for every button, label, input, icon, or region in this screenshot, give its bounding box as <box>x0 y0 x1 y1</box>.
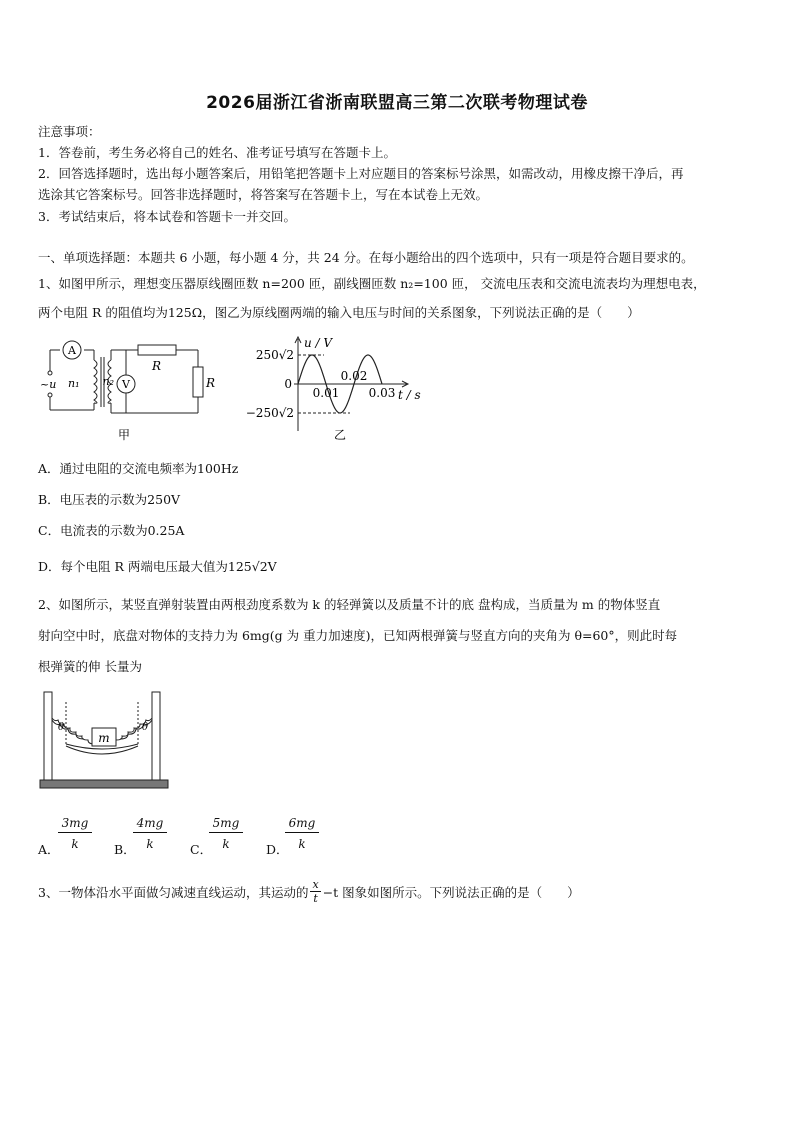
waveform-ymin-label: −250√2 <box>245 406 294 420</box>
notice-item-3: 3．考试结束后，将本试卷和答题卡一并交回。 <box>38 209 296 224</box>
source-label: ~u <box>40 378 57 391</box>
page-title: 2026届浙江省浙南联盟高三第二次联考物理试卷 <box>206 93 588 113</box>
figure-waveform <box>232 333 432 445</box>
q2-option-c-fraction[interactable] <box>209 816 243 851</box>
q2-option-b[interactable]: B． <box>114 842 136 857</box>
q2-option-d-den: k <box>298 837 306 851</box>
notice-item-2-cont: 选涂其它答案标号。回答非选择题时，将答案写在答题卡上，写在本试卷上无效。 <box>38 187 489 202</box>
q1-option-d-value: 125√2V <box>227 559 277 574</box>
notice-item-1: 1．答卷前，考生务必将自己的姓名、准考证号填写在答题卡上。 <box>38 145 396 160</box>
q2-text-line2: 射向空中时，底盘对物体的支持力为 6mg(g 为 重力加速度)，已知两根弹簧与竖直方向的夹角为 θ=60°，则此时每 <box>38 628 678 643</box>
figure-jia-caption: 甲 <box>117 428 131 442</box>
figure-spring-launcher <box>38 688 172 792</box>
q1-text-line2: 两个电阻 R 的阻值均为125Ω，图乙为原线圈两端的输入电压与时间的关系图象，下列说法正确的是（ ） <box>38 305 640 320</box>
q2-option-d-fraction[interactable] <box>285 816 319 851</box>
q3-fraction <box>310 878 320 905</box>
q1-option-b[interactable]: B．电压表的示数为250V <box>38 492 181 507</box>
q2-text-line1: 2、如图所示，某竖直弹射装置由两根劲度系数为 k 的轻弹簧以及质量不计的底 盘构成，当质量为 m 的物体竖直 <box>38 597 661 612</box>
section-heading: 一、单项选择题：本题共 6 小题，每小题 4 分，共 24 分。在每小题给出的四个选项中，只有一项是符合题目要求的。 <box>38 250 694 265</box>
q2-option-c[interactable]: C． <box>190 842 213 857</box>
q3-text-prefix: 3、一物体沿水平面做匀减速直线运动，其运动的 <box>38 885 309 900</box>
q2-text-line3: 根弹簧的伸 长量为 <box>38 659 142 674</box>
waveform-ymax-label: 250√2 <box>255 348 294 362</box>
q3-text-suffix: −t 图象如图所示。下列说法正确的是（ ） <box>322 885 580 900</box>
resistor-right-label: R <box>206 376 216 390</box>
q2-option-b-fraction[interactable] <box>133 816 167 851</box>
figure-yi-caption: 乙 <box>333 428 347 442</box>
mass-label: m <box>98 731 110 745</box>
q2-option-a-den: k <box>71 837 79 851</box>
q2-option-a[interactable]: A． <box>38 842 60 857</box>
q1-option-a[interactable]: A．通过电阻的交流电频率为100Hz <box>38 461 239 476</box>
voltmeter-label: V <box>122 378 130 391</box>
waveform-tick-0.03: 0.03 <box>368 386 396 400</box>
notice-item-2: 2．回答选择题时，选出每小题答案后，用铅笔把答题卡上对应题目的答案标号涂黑，如需改动，用橡皮擦干净后，再 <box>38 166 684 181</box>
waveform-xlabel: t / s <box>398 388 421 402</box>
ammeter-label: A <box>68 344 76 357</box>
q1-option-c[interactable]: C．电流表的示数为0.25A <box>38 523 185 538</box>
n1-label: n₁ <box>68 377 80 390</box>
q2-option-d[interactable]: D． <box>266 842 289 857</box>
theta-left-label: θ <box>58 722 65 733</box>
q1-text-line1: 1、如图甲所示，理想变压器原线圈匝数 n=200 匝，副线圈匝数 n₂=100 匝， 交流电压表和交流电流表均为理想电表， <box>38 276 706 291</box>
resistor-top-label: R <box>152 359 162 373</box>
q2-option-c-den: k <box>222 837 230 851</box>
q3-fraction-num: x <box>312 878 319 891</box>
q2-option-b-num: 4mg <box>133 816 167 833</box>
q1-option-d-text: D．每个电阻 R 两端电压最大值为 <box>38 559 228 574</box>
waveform-tick-0.01: 0.01 <box>312 386 340 400</box>
waveform-tick-0.02: 0.02 <box>340 369 368 383</box>
q3-fraction-den: t <box>313 892 318 905</box>
q2-option-a-num: 3mg <box>58 816 92 833</box>
q1-option-d[interactable] <box>38 557 277 575</box>
theta-right-label: θ <box>142 722 149 733</box>
figure-circuit <box>38 335 218 443</box>
q2-option-c-num: 5mg <box>209 816 243 833</box>
q2-option-b-den: k <box>146 837 154 851</box>
q2-option-d-num: 6mg <box>285 816 319 833</box>
waveform-origin-label: 0 <box>284 377 292 391</box>
q3-text <box>38 880 580 907</box>
waveform-ylabel: u / V <box>304 336 333 350</box>
q2-option-a-fraction[interactable] <box>58 816 92 851</box>
n2-label: n₂ <box>102 375 114 388</box>
notice-heading: 注意事项： <box>38 124 101 139</box>
